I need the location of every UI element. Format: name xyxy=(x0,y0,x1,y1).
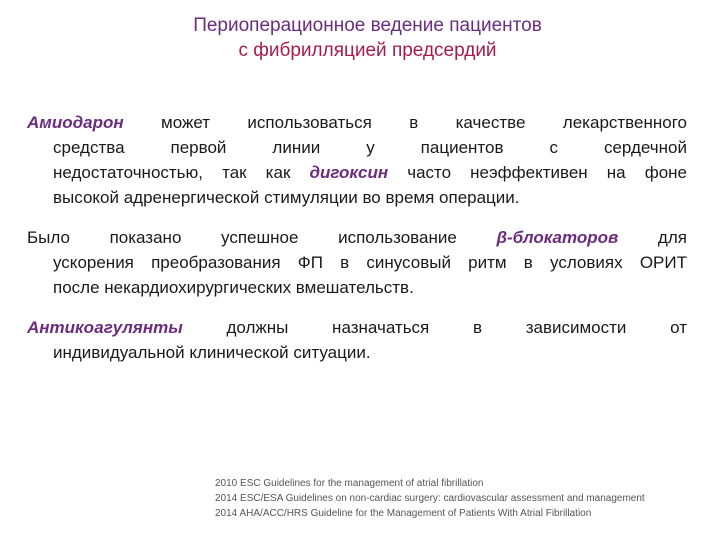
highlighted-term: β-блокаторов xyxy=(496,228,619,247)
paragraph-line xyxy=(27,225,687,250)
paragraph-anticoagulants xyxy=(27,315,687,365)
paragraph-line xyxy=(27,340,687,365)
highlighted-term: Антикоагулянты xyxy=(27,318,183,337)
highlighted-term: дигоксин xyxy=(309,163,389,182)
text-run: часто неэффективен на фоне xyxy=(388,163,688,182)
text-run: ускорения преобразования ФП в синусовый ритм в условиях ОРИТ xyxy=(53,253,687,272)
reference-item: 2010 ESC Guidelines for the management of atrial fibrillation xyxy=(215,478,484,489)
paragraph-line xyxy=(27,135,687,160)
paragraph-amiodarone xyxy=(27,110,687,210)
reference-item: 2014 ESC/ESA Guidelines on non-cardiac surgery: cardiovascular assessment and management xyxy=(215,493,645,504)
references xyxy=(215,476,645,521)
text-run: для xyxy=(618,228,687,247)
paragraph-line xyxy=(27,275,687,300)
paragraph-line xyxy=(27,160,687,185)
text-run: недостаточностью, так как xyxy=(53,163,310,182)
reference-item: 2014 AHA/ACC/HRS Guideline for the Management of Patients With Atrial Fibrillation xyxy=(215,508,592,519)
text-run: индивидуальной клинической ситуации. xyxy=(53,343,371,362)
paragraph-line xyxy=(27,185,687,210)
text-run: Было показано успешное использование xyxy=(27,228,497,247)
text-run: средства первой линии у пациентов с сердечной xyxy=(53,138,687,157)
text-run: высокой адренергической стимуляции во время операции. xyxy=(53,188,520,207)
highlighted-term: Амиодарон xyxy=(27,113,124,132)
slide-title xyxy=(0,13,720,63)
text-run: после некардиохирургических вмешательств. xyxy=(53,278,414,297)
paragraph-line xyxy=(27,110,687,135)
title-line-2: с фибрилляцией предсердий xyxy=(238,40,497,61)
paragraph-line xyxy=(27,250,687,275)
text-run: может использоваться в качестве лекарственного xyxy=(123,113,687,132)
title-line-1: Периоперационное ведение пациентов xyxy=(193,15,542,36)
paragraph-line xyxy=(27,315,687,340)
text-run: должны назначаться в зависимости от xyxy=(182,318,687,337)
paragraph-beta-blockers xyxy=(27,225,687,300)
